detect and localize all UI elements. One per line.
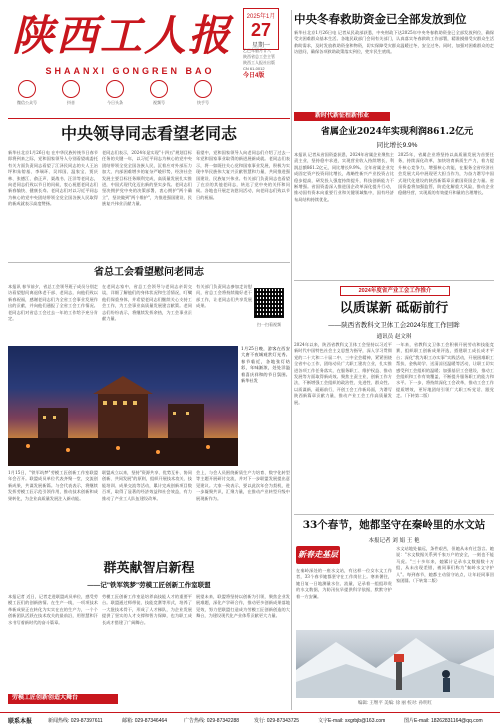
- gathering-body-col6: 展望未来，联盟将坚持以创新为引领，聚焦企业发展难题，深化产学研合作，推动更多创新成果落地见效，努力把联盟打造成为劳模工匠创新创造的大舞台，为建设现代化产业体系贡献更大力量。: [196, 594, 290, 619]
- top-right-headline: 中央冬春救助资金已全部发放到位: [294, 12, 467, 26]
- wechat-icon: [18, 80, 36, 98]
- innovation-headline: 以质谋新 砥砺前行: [339, 301, 449, 316]
- gathering-body-col1: 1月15日，"铁军筑梦"劳模工匠创新工作室联盟年会召开。联盟成员单位代表齐聚一堂，交流创新成果，共谋发展新篇。与会代表表示，将继续发挥劳模工匠示范引领作用，推动技术创新和成果转化，为企业高质量发展注入新动能。: [8, 470, 98, 501]
- new-spring-badge: 新春走基层: [296, 546, 340, 564]
- lead-body-col1: 新华社北京1月26日电 在中华民族传统节日春节即将到来之际，党和国家领导人分别看望或委托有关方面负责同志看望了江泽民同志的夫人王冶坪和朱镕基、李瑞环、吴邦国、温家宝、贾庆林、张德江、俞正声、栗战书、汪洋等老同志，向老同志们致以节日的问候，衷心祝愿老同志们新春愉快、健康长寿。老同志们对以习近平同志为核心的党中央团结带领全党全国各族人民取得的新成就表示高度赞扬。: [8, 150, 98, 207]
- economy-headline: 省属企业2024年实现利润861.2亿元: [320, 127, 474, 137]
- lead-body-col3: 看望中，党和国家领导人向老同志们介绍了过去一年党和国家事业取得的新进展新成就。老同志们表示，将一如既往关心党和国家事业发展，积极为实现中华民族伟大复兴贡献智慧和力量，共同推进强国建设、民族复兴伟业。有关部门负责同志也看望了在京的其他老同志，转达了党中央的关怀和问候。各地也开展走访慰问活动，向老同志们致以节日的祝福。: [196, 150, 290, 200]
- qr-code[interactable]: [254, 288, 284, 318]
- cn-number: CN 61-0012: [243, 66, 265, 71]
- divider: [8, 262, 290, 263]
- douyin-icon: [62, 80, 80, 98]
- icon-label-wechat: 微信公众号: [17, 100, 37, 105]
- innovation-body-col1: 2024年以来，陕西省教科文卫体工会坚持以习近平新时代中国特色社会主义思想为指导，深入学习贯彻党的二十大和二十届二中、三中全会精神，紧紧围绕全省中心工作，团结动员广大职工建功立业，扎实推进各项工作任务落实，在服务职工、维护权益、推动发展等方面取得新成效。聚焦主责主业，创新工作方法，不断增强工会组织的政治性、先进性、群众性。以质谋新，砥砺前行，开创工会工作新局面，为谱写陕西新篇章贡献力量，推动产业工会工作高质量发展。: [294, 342, 392, 405]
- divider: [294, 514, 494, 515]
- footer-ad-hotline: 广告热线: 029-87342288: [184, 718, 240, 724]
- lead-top-rule: [8, 118, 290, 119]
- qr-caption: 扫一扫看视频: [257, 322, 281, 327]
- visit-headline: 省总工会看望慰问老同志: [94, 267, 204, 278]
- lead-headline: 中央领导同志看望老同志: [60, 124, 237, 143]
- innovation-body-col2: 一年来，省教科文卫体工会积极开展劳动和技能竞赛，组织职工创新成果评选，搭建职工成长成才平台；深化"我为职工办实事"实践活动，开展困难职工帮扶、金秋助学、送清凉送温暖等活动，让职工切实感受到工会组织的温暖；加强基层工会建设，推动工会组织和工作有效覆盖，不断提升服务职工的能力和水平。下一步，将持续深化工会改革，推动工会工作提质增效，更好地团结引领广大职工听党话、跟党走。（下转第二版）: [396, 342, 494, 399]
- gathering-body-col4: 本报记者 近日，记者走进联盟成员单位，感受劳模工匠们的创新热情。在生产一线，一项项技术革新成果正在转化为实实在在的生产力，一个个创新团队活跃在技术攻关的最前沿，用智慧和汗水书写着新时代的奋斗篇章。: [8, 594, 98, 625]
- sponsor-line-2: 陕西工人报社出版: [243, 60, 275, 65]
- sponsor-line-1: 陕西省总工会主管: [243, 54, 275, 59]
- gathering-body-col3: 会上，与会人员围绕新质生产力培育、数字化转型等主题开展研讨交流，并对下一步联盟发展提出意见建议。大家一致表示，要以此次年会为契机，进一步凝聚共识，汇聚力量，在推动产业转型升级中展现新作为。: [196, 470, 290, 501]
- city-skyline-illustration: [8, 346, 238, 466]
- gathering-body-col5: 劳模工匠创新工作室是培养高技能人才的重要平台。联盟通过师带徒、技能竞赛等形式，培养了一大批技术骨干，形成了人才梯队，为企业发展提供了坚实的人才支撑和智力保障，也为职工成长成才搭建了广阔舞台。: [102, 594, 192, 625]
- visit-body-col2: 在老同志家中，省总工会领导与老同志亲切交谈，详细了解他们的身体状况和生活情况，叮嘱他们保重身体，并希望老同志们继续关心支持工会工作，为工会事业高质量发展建言献策。老同志们纷纷表示，将继续发挥余热，为工会事业贡献力量。: [102, 284, 192, 322]
- editors-line: 编辑: 王继平 美编: 徐 丽 校对: 孙明红: [357, 700, 433, 705]
- footer: [0, 712, 500, 726]
- icon-label-toutiao: 今日头条: [107, 100, 123, 105]
- social-icons-row: [18, 80, 238, 110]
- footer-email: 邮箱: 029-87346464: [122, 718, 168, 724]
- economy-body-col2: 2025年，省属企业将坚持以高质量发展为首要任务，持续深化改革，加快培育新质生产力，着力提升核心竞争力，增强核心功能，在服务全省经济社会发展大局中展现更大担当作为，为奋力谱写中国式现代化建设的陕西新篇章贡献国资国企力量。省国资委将加强监管，防范化解重大风险，推动企业稳健经营，实现质的有效提升和量的合理增长。: [398, 152, 494, 196]
- video-channel-icon: [150, 80, 168, 98]
- photo-caption: 1月25日晚，游客在西安大唐不夜城观赏灯光秀。春节临近，各地张灯结彩，年味渐浓，处处洋溢着喜庆祥和的节日氛围。新华社发: [241, 346, 290, 384]
- kuaishou-icon: [194, 80, 212, 98]
- gathering-body-col2: 联盟成立以来，坚持"资源共享、优势互补、协同创新、共同发展"的原则，组织开展技术攻关、技能培训、成果交流等活动，累计完成创新项目数百项，取得了显著的经济效益和社会效益，有力推动了产业工人队伍建设改革。: [102, 470, 192, 501]
- date-day: 27: [250, 20, 272, 40]
- footer-distribution: 发行: 029-87343725: [254, 718, 300, 724]
- economy-body-col1: 本报讯 记者从省国资委获悉，2024年省属企业聚焦主责主业，坚持稳中求进，实现营业收入持续增长，利润总额861.2亿元，同比增长9.9%。全年省属企业完成固定资产投资同比增长，战略性新兴产业投资占比稳步提高，研发投入强度持续提升，科技创新能力不断增强。省国资委深入推进国企改革深化提升行动，推动国有资本向重要行业和关键领域集中，国有经济布局结构持续优化。: [294, 152, 394, 202]
- divider: [294, 280, 494, 281]
- footer-news-hotline: 新闻热线: 029-87397611: [48, 718, 103, 724]
- snowy-mountain-illustration: [296, 630, 494, 698]
- icon-label-kuaishou: 快手号: [197, 100, 209, 105]
- gathering-headline: 群英献智启新程: [103, 561, 195, 576]
- footer-label: 联系本报: [8, 719, 33, 725]
- gathering-subhead: ——记"铁军筑梦"劳模工匠创新工作室联盟: [87, 582, 211, 589]
- hydrology-body-col1: 在秦岭深处的一座水文站，有这样一位女水文工作者，33个春节她都坚守在工作岗位上。寒来暑往，她日复一日地测量水位、流量，记录着一组组珍贵的水文数据，为防汛抗旱提供科学依据，默默守护着一方安澜。: [296, 568, 392, 599]
- bottom-ribbon: 劳模工匠创新创造大舞台: [8, 694, 118, 704]
- hydrology-byline: 本报记者 刘 娟 王 艳: [368, 538, 420, 544]
- top-right-body: 新华社北京1月26日电 记者从民政部获悉，中央财政下达2025年中央冬春救助资金已全部发放到位，确保受灾困难群众基本生活。各地民政部门会同有关部门，认真落实冬春救助工作部署，精准摸排受灾群众生活救助需求，及时发放救助资金和物资，切实保障受灾群众温暖过冬，安全过冬。同时，加强对困难群众的走访慰问，确保各项救助政策落实到位，兜牢民生底线。: [294, 30, 494, 55]
- visit-body-col3: 有关部门负责同志参加走访慰问，省总工会将持续做好老干部工作，让老同志们共享发展成果。: [196, 284, 252, 309]
- masthead-pinyin: SHAANXI GONGREN BAO: [45, 66, 215, 76]
- hydrology-body-col2: 水文站地处偏远，条件艰苦，但她从未有过怨言。她说："水文数据关系到千家万户的安全，一刻也不能马虎。"三十多年来，她累计记录水文数据数十万组，从未出现差错，被同事们称为"秦岭水文守护人"。每到春节，她都主动留守站点，让年轻同事回家团圆。（下转第二版）: [396, 546, 494, 584]
- hydrology-station-photo: [296, 630, 494, 698]
- section-ribbon-new-era: 新时代新征程新伟业: [294, 112, 390, 121]
- date-weekday: 星期一: [251, 43, 270, 49]
- masthead-info: [243, 48, 283, 80]
- issue-info: 乙巳年腊月廿八: [243, 48, 271, 53]
- section-ribbon-industry: 2024年度省产业工会工作推介: [340, 286, 450, 296]
- icon-label-douyin: 抖音: [67, 100, 75, 105]
- footer-photo-email[interactable]: 图片E-mail: 18262831164@qq.com: [404, 718, 483, 724]
- innovation-subhead: ——陕西省教科文卫体工会2024年度工作回眸: [328, 322, 460, 329]
- icon-label-video: 视频号: [153, 100, 165, 105]
- economy-subhead: 同比增长9.9%: [376, 142, 418, 149]
- masthead-title: 陕西工人报: [12, 11, 233, 60]
- toutiao-icon: [106, 80, 124, 98]
- column-separator: [291, 10, 292, 710]
- lead-body-col2: 老同志们表示，2024年是实现"十四五"规划目标任务的关键一年，以习近平同志为核心的党中央团结带领全党全国各族人民，沉着应对外部压力加大、内部困难增多的复杂严峻形势，经济社会发展主要目标任务顺利完成，高质量发展扎实推进，中国式现代化迈出新的坚实步伐。老同志们坚决拥护党中央的决策部署，衷心拥护"两个确立"，坚决做到"两个维护"，为推进强国建设、民族复兴伟业贡献力量。: [102, 150, 192, 207]
- date-box: [243, 8, 279, 50]
- footer-text-email[interactable]: 文字E-mail: sxgrbjb@163.com: [318, 718, 386, 724]
- page-label: 今日4版: [243, 73, 265, 79]
- hydrology-headline: 33个春节，她都坚守在秦岭里的水文站: [302, 519, 486, 531]
- city-night-photo: [8, 346, 238, 466]
- date-year-month: 2025年1月: [246, 14, 276, 20]
- innovation-byline: 通讯员 赵文琪: [376, 334, 412, 340]
- visit-body-col1: 本报讯 春节前夕，省总工会领导班子成员分别走访看望慰问离退休老干部、老同志，向他们致以新春祝福，感谢老同志们为全省工会事业发展作出的贡献，并向他们通报了全省工会工作情况。老同志们对省总工会过去一年的工作给予充分肯定。: [8, 284, 98, 322]
